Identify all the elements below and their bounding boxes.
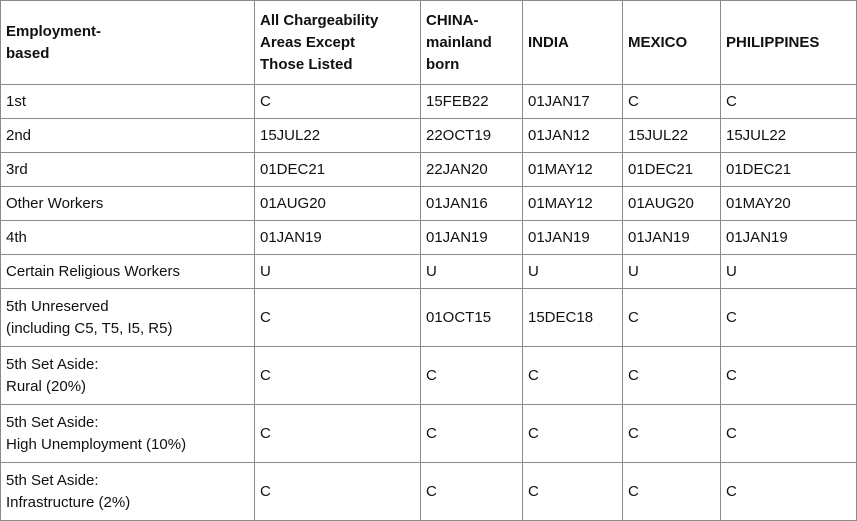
table-cell: 15FEB22 bbox=[421, 85, 523, 119]
header-all-chargeability: All Chargeability Areas Except Those Listed bbox=[255, 1, 421, 85]
table-cell: C bbox=[721, 463, 857, 521]
table-cell: 01AUG20 bbox=[623, 187, 721, 221]
table-cell: U bbox=[255, 255, 421, 289]
table-row bbox=[1, 187, 857, 221]
table-cell: 01JAN17 bbox=[523, 85, 623, 119]
header-philippines: PHILIPPINES bbox=[721, 1, 857, 85]
table-row bbox=[1, 405, 857, 463]
header-india: INDIA bbox=[523, 1, 623, 85]
table-cell: C bbox=[255, 347, 421, 405]
table-cell: U bbox=[623, 255, 721, 289]
table-cell: 15JUL22 bbox=[255, 119, 421, 153]
table-cell: 01JAN19 bbox=[255, 221, 421, 255]
table-cell: 01MAY20 bbox=[721, 187, 857, 221]
table-cell: 01JAN19 bbox=[721, 221, 857, 255]
row-label: 3rd bbox=[1, 153, 255, 187]
table-cell: C bbox=[523, 405, 623, 463]
table-cell: C bbox=[623, 85, 721, 119]
table-cell: C bbox=[523, 347, 623, 405]
table-cell: U bbox=[523, 255, 623, 289]
table-cell: 15JUL22 bbox=[721, 119, 857, 153]
table-row bbox=[1, 119, 857, 153]
table-cell: C bbox=[721, 347, 857, 405]
table-cell: 01MAY12 bbox=[523, 187, 623, 221]
table-cell: C bbox=[721, 85, 857, 119]
row-label: 5th Unreserved (including C5, T5, I5, R5) bbox=[1, 289, 255, 347]
row-label: 1st bbox=[1, 85, 255, 119]
table-row bbox=[1, 153, 857, 187]
table-cell: C bbox=[623, 289, 721, 347]
row-label: 5th Set Aside: High Unemployment (10%) bbox=[1, 405, 255, 463]
header-row bbox=[1, 1, 857, 85]
table-cell: C bbox=[623, 463, 721, 521]
table-cell: 01JAN12 bbox=[523, 119, 623, 153]
table-cell: C bbox=[255, 85, 421, 119]
table-cell: 15JUL22 bbox=[623, 119, 721, 153]
table-cell: 01OCT15 bbox=[421, 289, 523, 347]
header-employment-based: Employment- based bbox=[1, 1, 255, 85]
table-cell: C bbox=[623, 347, 721, 405]
table-cell: 01JAN19 bbox=[421, 221, 523, 255]
row-label: Certain Religious Workers bbox=[1, 255, 255, 289]
table-cell: 22JAN20 bbox=[421, 153, 523, 187]
row-label: 2nd bbox=[1, 119, 255, 153]
table-cell: U bbox=[721, 255, 857, 289]
table-cell: U bbox=[421, 255, 523, 289]
table-cell: 01AUG20 bbox=[255, 187, 421, 221]
table-cell: 01JAN19 bbox=[623, 221, 721, 255]
table-cell: C bbox=[623, 405, 721, 463]
table-cell: C bbox=[255, 405, 421, 463]
table-cell: 01JAN19 bbox=[523, 221, 623, 255]
table-row bbox=[1, 255, 857, 289]
table-cell: C bbox=[255, 289, 421, 347]
table-cell: 01DEC21 bbox=[255, 153, 421, 187]
table-cell: C bbox=[255, 463, 421, 521]
table-cell: C bbox=[421, 347, 523, 405]
table-row bbox=[1, 463, 857, 521]
table-cell: 15DEC18 bbox=[523, 289, 623, 347]
row-label: Other Workers bbox=[1, 187, 255, 221]
table-cell: C bbox=[421, 405, 523, 463]
table-cell: C bbox=[721, 405, 857, 463]
header-mexico: MEXICO bbox=[623, 1, 721, 85]
row-label: 5th Set Aside: Rural (20%) bbox=[1, 347, 255, 405]
table-row bbox=[1, 221, 857, 255]
table-row bbox=[1, 289, 857, 347]
row-label: 5th Set Aside: Infrastructure (2%) bbox=[1, 463, 255, 521]
table-cell: 01DEC21 bbox=[721, 153, 857, 187]
table-cell: 01JAN16 bbox=[421, 187, 523, 221]
header-china: CHINA- mainland born bbox=[421, 1, 523, 85]
table-cell: 22OCT19 bbox=[421, 119, 523, 153]
table-cell: C bbox=[421, 463, 523, 521]
table-row bbox=[1, 347, 857, 405]
table-cell: 01MAY12 bbox=[523, 153, 623, 187]
table-cell: 01DEC21 bbox=[623, 153, 721, 187]
row-label: 4th bbox=[1, 221, 255, 255]
table-row bbox=[1, 85, 857, 119]
table-cell: C bbox=[523, 463, 623, 521]
table-cell: C bbox=[721, 289, 857, 347]
